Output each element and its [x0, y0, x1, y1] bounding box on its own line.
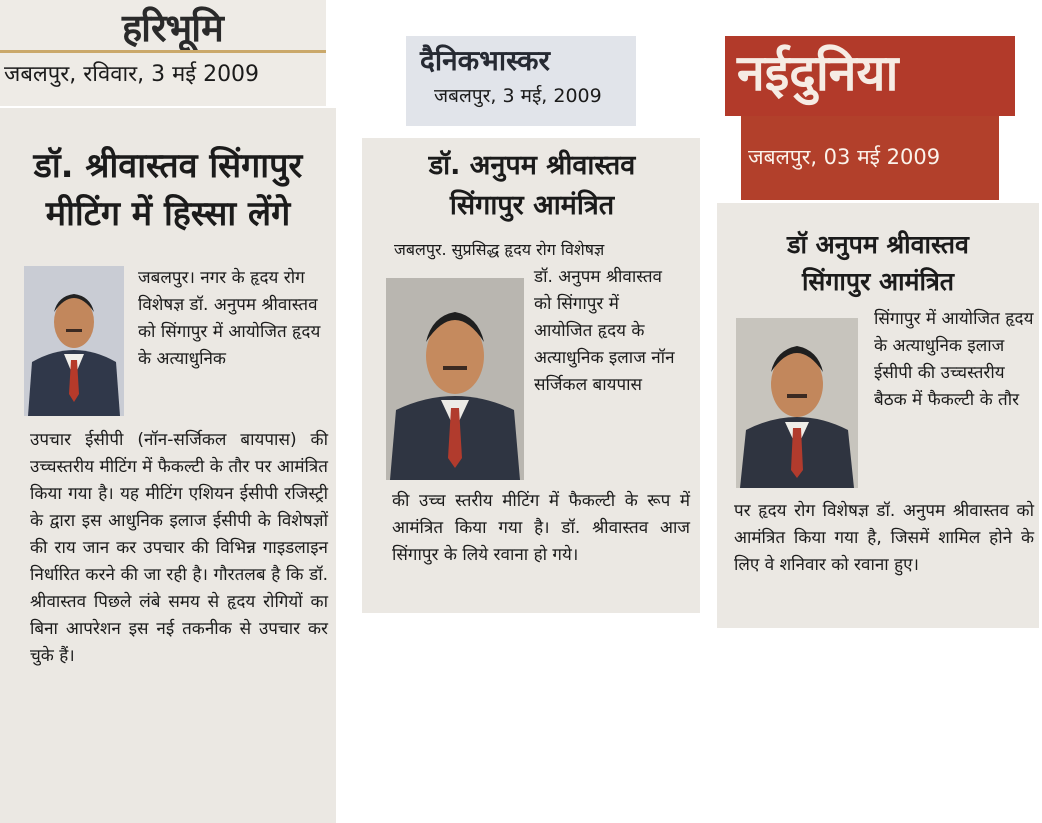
dainik-bhaskar-portrait-photo: [386, 278, 524, 480]
haribhoomi-portrait-photo: [24, 266, 124, 416]
dainik-bhaskar-body-text: की उच्च स्तरीय मीटिंग में फैकल्टी के रूप में आमंत्रित किया गया है। डॉ. श्रीवास्तव आज सिंगापुर के लिये रवाना हो गये।: [392, 491, 690, 565]
nai-dunia-dateline: जबलपुर, 03 मई 2009: [748, 145, 941, 169]
haribhoomi-dateline: जबलपुर, रविवार, 3 मई 2009: [4, 62, 260, 87]
haribhoomi-headline-line-2: मीटिंग में हिस्सा लेंगे: [45, 194, 291, 234]
nai-dunia-portrait-photo: [736, 318, 858, 488]
haribhoomi-rule: [0, 50, 326, 53]
haribhoomi-logo: हरिभूमि: [122, 6, 223, 50]
dainik-bhaskar-logo: दैनिकभास्कर: [420, 44, 550, 77]
dainik-bhaskar-side-text: डॉ. अनुपम श्रीवास्तव को सिंगापुर में आयोजित हृदय के अत्याधुनिक इलाज नॉन सर्जिकल बायपास: [534, 267, 675, 395]
haribhoomi-body-text: उपचार ईसीपी (नॉन-सर्जिकल बायपास) की उच्चस्तरीय मीटिंग में फैकल्टी के तौर पर आमंत्रित किया गया है। यह मीटिंग एशियन ईसीपी रजिस्ट्री के द्वारा इस आधुनिक इलाज ईसीपी के विशेषज्ञों की राय जान कर उपचार की विभिन्न गाइडलाइन निर्धारित करने की जा रही है। गौरतलब है कि डॉ. श्रीवास्तव पिछले लंबे समय से हृदय रोगियों का बिना आपरेशन इस नई तकनीक से उपचार कर चुके हैं।: [30, 430, 328, 666]
nai-dunia-headline-line-1: डॉ अनुपम श्रीवास्तव: [787, 230, 969, 259]
nai-dunia-body-text: पर हृदय रोग विशेषज्ञ डॉ. अनुपम श्रीवास्तव को आमंत्रित किया गया है, जिसमें शामिल होने के लिए वे शनिवार को रवाना हुए।: [734, 501, 1034, 575]
dainik-bhaskar-dateline: जबलपुर, 3 मई, 2009: [434, 85, 602, 107]
nai-dunia-headline: [724, 226, 1032, 300]
dainik-bhaskar-lead-text: जबलपुर. सुप्रसिद्ध हृदय रोग विशेषज्ञ: [394, 240, 605, 259]
dainik-bhaskar-headline: [372, 146, 692, 226]
nai-dunia-logo: नईदुनिया: [737, 44, 899, 102]
nai-dunia-side-text: सिंगापुर में आयोजित हृदय के अत्याधुनिक इलाज ईसीपी की उच्चस्तरीय बैठक में फैकल्टी के तौर: [874, 309, 1034, 410]
dainik-bhaskar-headline-line-2: सिंगापुर आमंत्रित: [449, 190, 615, 221]
haribhoomi-headline-line-1: डॉ. श्रीवास्तव सिंगापुर: [33, 146, 303, 186]
dainik-bhaskar-headline-line-1: डॉ. अनुपम श्रीवास्तव: [428, 150, 636, 181]
nai-dunia-headline-line-2: सिंगापुर आमंत्रित: [801, 267, 955, 296]
haribhoomi-intro-text: जबलपुर। नगर के हृदय रोग विशेषज्ञ डॉ. अनुपम श्रीवास्तव को सिंगापुर में आयोजित हृदय के अत्याधुनिक: [138, 268, 321, 369]
haribhoomi-headline: [10, 142, 326, 238]
